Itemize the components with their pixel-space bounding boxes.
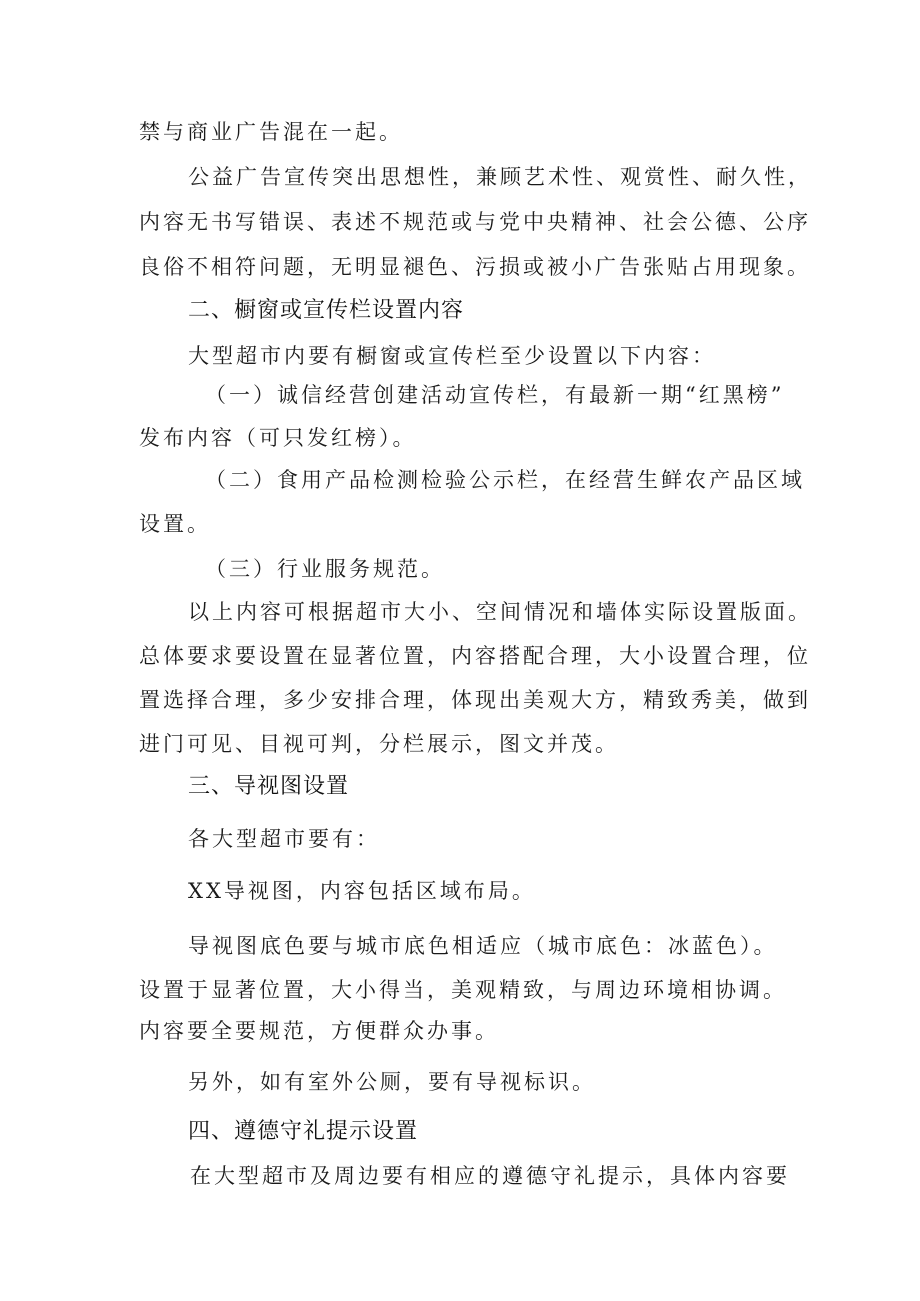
section-heading: 三、导视图设置: [188, 774, 350, 799]
text-line: （三）行业服务规范。: [205, 557, 445, 581]
section-heading: 二、橱窗或宣传栏设置内容: [188, 298, 465, 323]
text-line: 另外，如有室外公厕，要有导视标识。: [188, 1070, 596, 1094]
text-line: 大型超市内要有橱窗或宣传栏至少设置以下内容：: [188, 344, 716, 368]
text-line: 总体要求要设置在显著位置，内容搭配合理，大小设置合理，位: [139, 644, 811, 668]
text-line: 以上内容可根据超市大小、空间情况和墙体实际设置版面。: [188, 600, 812, 624]
text-line: 在大型超市及周边要有相应的遵德守礼提示，具体内容要: [190, 1164, 790, 1188]
text-line: 置选择合理，多少安排合理，体现出美观大方，精致秀美，做到: [139, 688, 811, 712]
text-line: 公益广告宣传突出思想性，兼顾艺术性、观赏性、耐久性，: [188, 165, 812, 189]
text-line: （二）食用产品检测检验公示栏，在经营生鲜农产品区域: [205, 468, 805, 492]
text-line: 良俗不相符问题，无明显褪色、污损或被小广告张贴占用现象。: [139, 255, 811, 279]
text-line: 进门可见、目视可判，分栏展示，图文并茂。: [139, 732, 619, 756]
text-line: 各大型超市要有：: [188, 827, 380, 851]
text-line: XX导视图，内容包括区域布局。: [188, 879, 536, 903]
text-line: 发布内容（可只发红榜）。: [139, 426, 417, 450]
text-line: 设置于显著位置，大小得当，美观精致，与周边环境相协调。: [139, 978, 787, 1002]
text-line: 导视图底色要与城市底色相适应（城市底色：冰蓝色）。: [188, 934, 778, 958]
text-line: 内容无书写错误、表述不规范或与党中央精神、社会公德、公序: [139, 210, 811, 234]
text-line: 禁与商业广告混在一起。: [139, 120, 403, 144]
section-heading: 四、遵德守礼提示设置: [188, 1119, 419, 1144]
text-line: 设置。: [139, 512, 211, 536]
text-line: 内容要全要规范，方便群众办事。: [139, 1019, 499, 1043]
text-line: （一）诚信经营创建活动宣传栏，有最新一期“红黑榜”: [205, 383, 785, 407]
